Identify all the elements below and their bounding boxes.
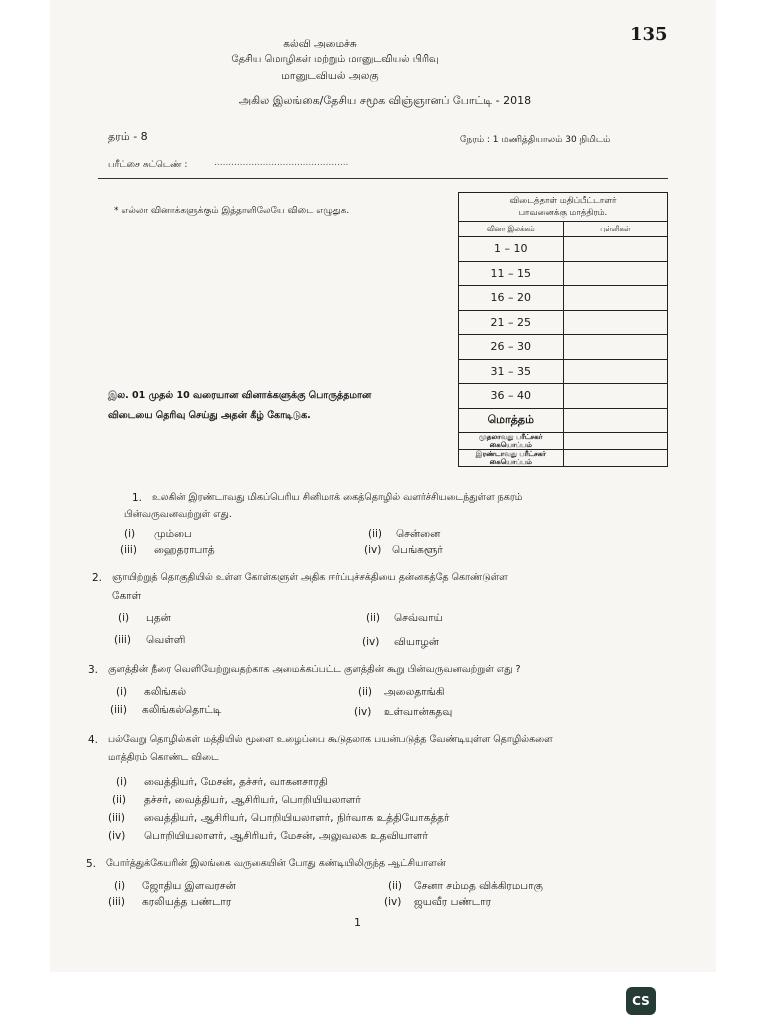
option-label: (iv) — [364, 544, 382, 556]
question-number: 1. — [132, 492, 143, 504]
index-number-label: பரீட்சை சுட்டெண் : — [108, 160, 188, 170]
total-cell[interactable] — [563, 408, 668, 433]
question-text: பின்வருவனவற்றுள் எது. — [124, 509, 232, 520]
general-instruction: * எல்லா வினாக்களுக்கும் இத்தாளிலேயே விடை எழுதுக. — [114, 206, 350, 216]
marks-cell[interactable] — [563, 261, 668, 286]
first-examiner-label: முதலாவது பரீட்சகர் கையொப்பம் — [459, 433, 564, 450]
answer-option[interactable]: சேனா சம்மத விக்கிரமபாகு — [414, 880, 543, 892]
option-label: (i) — [116, 686, 128, 698]
section-instruction-line2: விடையை தெரிவு செய்து அதன் கீழ் கோடிடுக. — [108, 410, 311, 421]
answer-option[interactable]: வியாழன் — [394, 636, 440, 648]
range-cell: 26 – 30 — [459, 335, 564, 360]
total-label: மொத்தம் — [459, 408, 564, 433]
option-label: (ii) — [368, 528, 383, 540]
range-cell: 36 – 40 — [459, 384, 564, 409]
option-label: (iv) — [354, 706, 372, 718]
answer-option[interactable]: கலிங்கல்தொட்டி — [142, 704, 222, 716]
option-label: (i) — [124, 528, 136, 540]
exam-title: அகில இலங்கை/தேசிய சமூக விஞ்ஞானப் போட்டி - 2018 — [238, 94, 532, 107]
option-label: (iii) — [108, 812, 125, 824]
column-header-question: வினா இலக்கம் — [459, 222, 564, 237]
question-number: 4. — [88, 734, 99, 746]
ministry-name: கல்வி அமைச்சு — [283, 38, 357, 50]
question-text: குளத்தின் நீரை வெளியேற்றுவதற்காக அமைக்கப்பட்ட குளத்தின் கூறு பின்வருவனவற்றுள் எது ? — [108, 664, 521, 675]
option-label: (iv) — [384, 896, 402, 908]
option-label: (iv) — [362, 636, 380, 648]
index-number-field[interactable]: ............................................... — [214, 158, 349, 168]
answer-option[interactable]: கரலியத்த பண்டார — [142, 896, 232, 908]
exam-paper — [50, 0, 716, 972]
second-examiner-signature[interactable] — [563, 450, 668, 467]
question-text: பல்வேறு தொழில்கள் மத்தியில் மூளை உழைப்பை கூடுதலாக பயன்படுத்த வேண்டியுள்ள தொழில்களை — [108, 734, 553, 745]
marks-cell[interactable] — [563, 310, 668, 335]
answer-option[interactable]: மும்பை — [154, 528, 192, 540]
question-text: மாத்திரம் கொண்ட விடை — [108, 752, 219, 763]
option-label: (iii) — [114, 634, 131, 646]
second-examiner-label: இரண்டாவது பரீட்சகர் கையொப்பம் — [459, 450, 564, 467]
first-examiner-signature[interactable] — [563, 433, 668, 450]
option-label: (iii) — [120, 544, 137, 556]
answer-option[interactable]: பொறியியலாளர், ஆசிரியர், மேசன், அலுவலக உதவியாளர் — [144, 830, 428, 842]
marks-cell[interactable] — [563, 359, 668, 384]
answer-option[interactable]: அலைதாங்கி — [384, 686, 445, 698]
marks-cell[interactable] — [563, 384, 668, 409]
answer-option[interactable]: ஜயவீர பண்டார — [414, 896, 492, 908]
answer-option[interactable]: கலிங்கல் — [144, 686, 187, 698]
footer-page-number: 1 — [354, 916, 361, 929]
question-text: கோள் — [112, 590, 142, 602]
answer-option[interactable]: புதன் — [146, 612, 171, 624]
option-label: (iv) — [108, 830, 126, 842]
marks-table-title-line1: விடைத்தாள் மதிப்பீட்டாளர் — [509, 196, 617, 206]
question-text: போர்த்துக்கேயரின் இலங்கை வருகையின் போது கண்டியிலிருந்த ஆட்சியாளன் — [106, 858, 446, 869]
range-cell: 21 – 25 — [459, 310, 564, 335]
option-label: (ii) — [388, 880, 403, 892]
question-number: 5. — [86, 858, 97, 870]
marks-table-title — [459, 193, 668, 222]
grade-label: தரம் - 8 — [108, 130, 148, 143]
time-label: நேரம் : 1 மணித்தியாலம் 30 நிமிடம் — [460, 135, 611, 145]
range-cell: 31 – 35 — [459, 359, 564, 384]
option-label: (ii) — [358, 686, 373, 698]
column-header-marks: புள்ளிகள் — [563, 222, 668, 237]
page-number: 135 — [630, 24, 668, 45]
range-cell: 16 – 20 — [459, 286, 564, 311]
answer-option[interactable]: வைத்தியர், ஆசிரியர், பொறியியலாளர், நிர்வாக உத்தியோகத்தர் — [144, 812, 450, 824]
marks-table — [458, 192, 668, 467]
option-label: (iii) — [110, 704, 127, 716]
header-divider — [98, 178, 668, 179]
marks-cell[interactable] — [563, 335, 668, 360]
answer-option[interactable]: பெங்களூர் — [392, 544, 443, 556]
marks-cell[interactable] — [563, 237, 668, 262]
question-text: ஞாயிற்றுத் தொகுதியில் உள்ள கோள்களுள் அதிக ஈர்ப்புச்சக்தியை தன்னகத்தே கொண்டுள்ள — [112, 572, 508, 583]
marks-table-title-line2: பாவனைக்கு மாத்திரம். — [518, 208, 608, 218]
answer-option[interactable]: ஹைதராபாத் — [154, 544, 215, 556]
question-text: உலகின் இரண்டாவது மிகப்பெரிய சினிமாக் கைத்தொழில் வளர்ச்சியடைந்துள்ள நகரம் — [152, 492, 523, 503]
option-label: (ii) — [366, 612, 381, 624]
answer-option[interactable]: தச்சர், வைத்தியர், ஆசிரியர், பொறியியலாளர் — [144, 794, 361, 806]
question-number: 2. — [92, 572, 103, 584]
answer-option[interactable]: செவ்வாய் — [394, 612, 443, 624]
range-cell: 11 – 15 — [459, 261, 564, 286]
option-label: (i) — [118, 612, 130, 624]
unit-name: மானுடவியல் அலகு — [281, 70, 379, 82]
answer-option[interactable]: சென்னை — [396, 528, 441, 540]
question-number: 3. — [88, 664, 99, 676]
option-label: (i) — [116, 776, 128, 788]
range-cell: 1 – 10 — [459, 237, 564, 262]
option-label: (iii) — [108, 896, 125, 908]
answer-option[interactable]: வெள்ளி — [146, 634, 186, 646]
option-label: (i) — [114, 880, 126, 892]
marks-cell[interactable] — [563, 286, 668, 311]
answer-option[interactable]: உள்வான்கதவு — [384, 706, 453, 718]
answer-option[interactable]: ஜோதிய இளவரசன் — [142, 880, 236, 892]
camscanner-badge: CS — [626, 987, 656, 1015]
option-label: (ii) — [112, 794, 127, 806]
department-name: தேசிய மொழிகள் மற்றும் மானுடவியல் பிரிவு — [231, 54, 439, 65]
section-instruction-line1: இல. 01 முதல் 10 வரையான வினாக்களுக்கு பொருத்தமான — [108, 390, 372, 401]
answer-option[interactable]: வைத்தியர், மேசன், தச்சர், வாகனசாரதி — [144, 776, 328, 788]
